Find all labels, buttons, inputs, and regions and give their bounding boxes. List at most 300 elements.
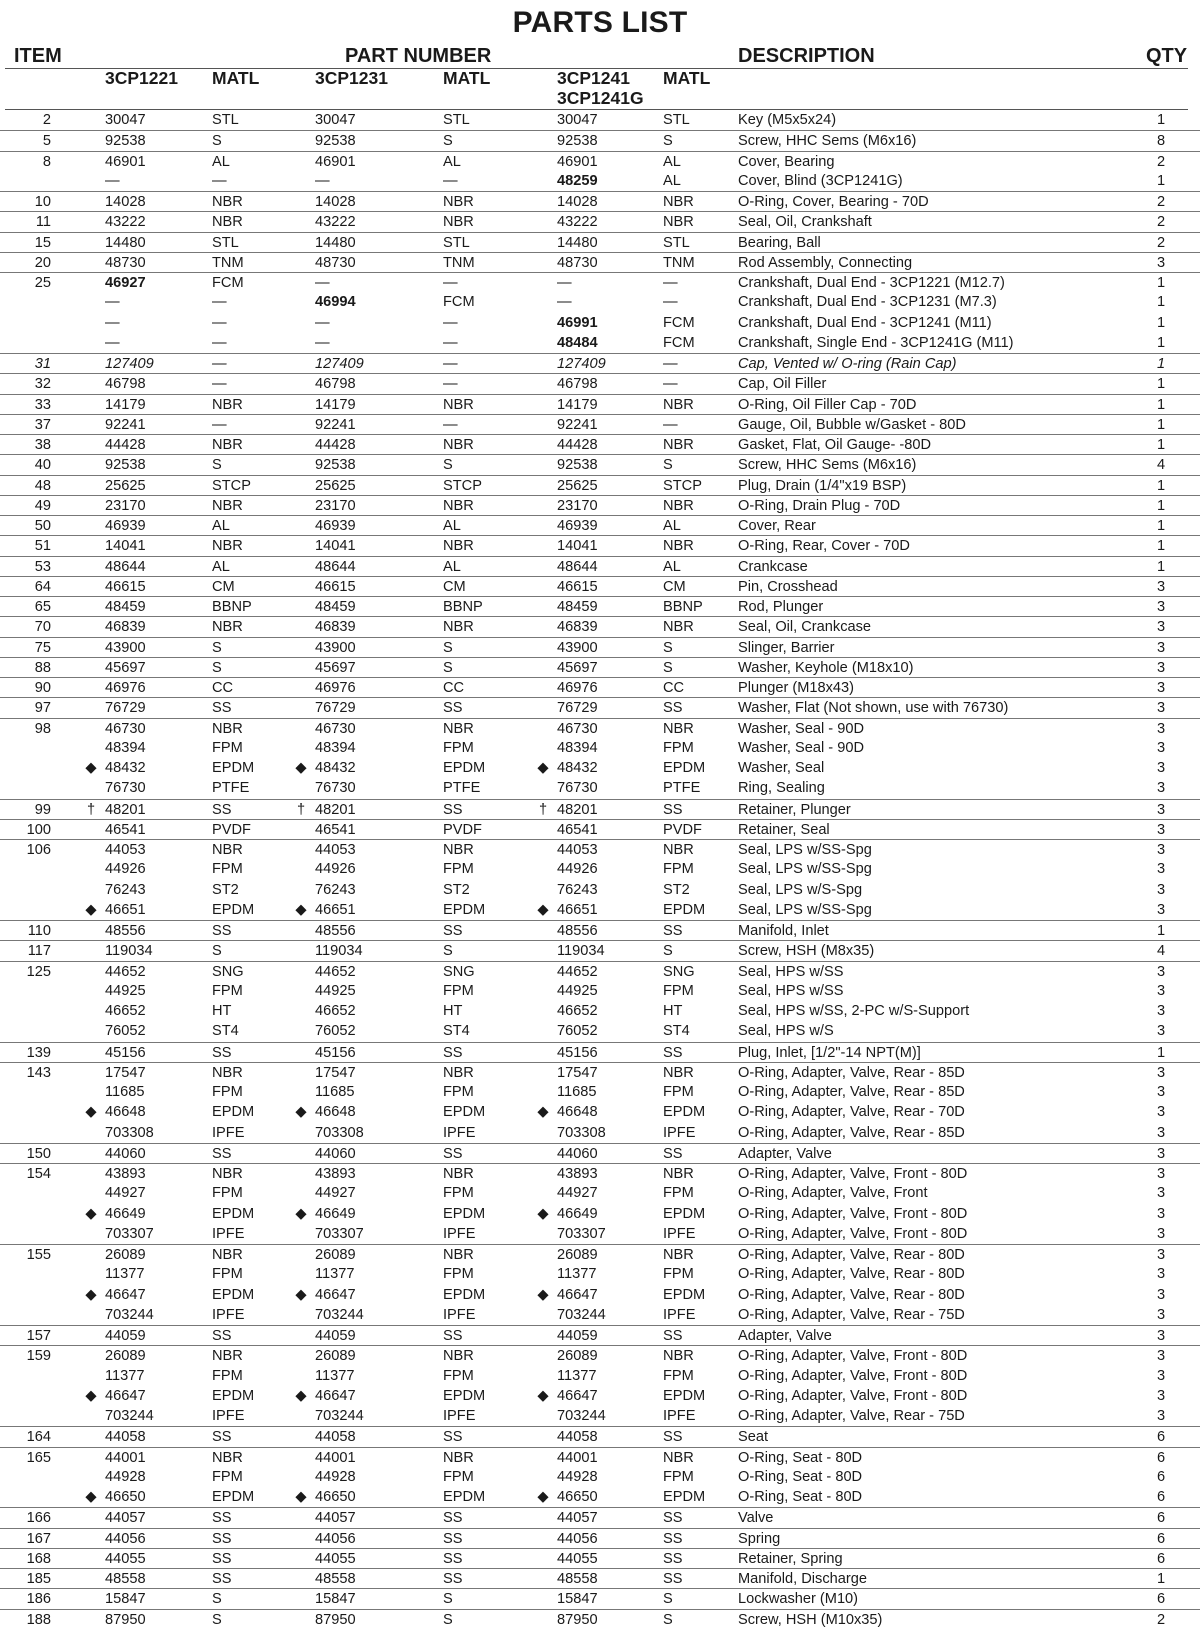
item-number-cell: 167	[26, 1530, 51, 1547]
table-row	[0, 1609, 1200, 1629]
item-number-cell: 31	[34, 356, 51, 372]
material-3-cell: FPM	[663, 1185, 694, 1202]
part-number-3cp1221-cell: 703307	[105, 1225, 154, 1242]
description-cell: O-Ring, Adapter, Valve, Rear - 85D	[738, 1084, 965, 1100]
material-1-cell: EPDM	[212, 760, 255, 776]
part-number-3cp1241-cell: 44060	[557, 1145, 598, 1162]
material-1-cell: IPFE	[212, 1225, 245, 1242]
material-2-cell: PVDF	[443, 821, 482, 838]
quantity-cell: 1	[1156, 356, 1166, 372]
item-number-cell: 150	[26, 1145, 51, 1162]
quantity-cell: 6	[1156, 1449, 1166, 1466]
table-row	[0, 920, 1200, 940]
material-2-cell: IPFE	[443, 1225, 476, 1242]
part-number-3cp1241-cell: 14480	[557, 234, 598, 251]
item-number-cell: 168	[26, 1550, 51, 1567]
material-2-cell: NBR	[443, 437, 474, 453]
table-row	[0, 697, 1200, 717]
material-3-cell: FCM	[663, 334, 695, 351]
part-number-3cp1241-cell: 25625	[557, 477, 598, 494]
part-number-3cp1231-cell: 43900	[315, 639, 356, 656]
part-number-3cp1231-cell: 46541	[315, 821, 356, 838]
table-row	[0, 1588, 1200, 1608]
material-2-cell: S	[443, 639, 453, 656]
material-1-cell: NBR	[212, 194, 243, 210]
part-number-3cp1231-cell: 45697	[315, 659, 356, 676]
part-number-3cp1221-cell: 76730	[105, 780, 146, 797]
part-number-3cp1221-cell: 92241	[105, 416, 146, 433]
part-number-3cp1231-cell: 44001	[315, 1449, 356, 1466]
material-1-cell: NBR	[212, 720, 243, 737]
part-number-3cp1221-cell: 44058	[105, 1429, 146, 1446]
material-2-cell: NBR	[443, 1348, 474, 1365]
description-cell: Ring, Sealing	[738, 780, 825, 797]
table-row	[0, 211, 1200, 231]
part-number-3cp1231-cell: 92241	[315, 416, 356, 433]
item-number-cell: 155	[26, 1247, 51, 1263]
material-2-cell: NBR	[443, 194, 474, 210]
item-number-cell: 165	[26, 1449, 51, 1466]
item-number-cell: 10	[34, 194, 51, 210]
description-cell: Seal, HPS w/S	[738, 1023, 834, 1040]
material-1-cell: FPM	[212, 739, 243, 756]
part-number-3cp1231-cell: 14480	[315, 234, 356, 251]
material-3-cell: EPDM	[663, 1286, 706, 1303]
material-3-cell: FPM	[663, 861, 694, 878]
part-number-3cp1231-cell: 703308	[315, 1124, 364, 1141]
quantity-cell: 2	[1156, 214, 1166, 231]
part-number-3cp1231-cell: 43222	[315, 214, 356, 231]
item-number-cell: 15	[34, 234, 51, 251]
diamond-icon: ◆	[537, 1104, 549, 1121]
part-number-3cp1231-cell: 26089	[315, 1348, 356, 1365]
part-number-3cp1231-cell: 48394	[315, 739, 356, 756]
item-number-cell: 139	[26, 1044, 51, 1061]
description-cell: Seal, HPS w/SS	[738, 982, 844, 999]
part-number-3cp1231-cell: 76052	[315, 1023, 356, 1040]
part-number-3cp1221-cell: 43893	[105, 1166, 146, 1182]
quantity-cell: 3	[1156, 1286, 1166, 1303]
material-1-cell: NBR	[212, 538, 243, 555]
table-row	[0, 1406, 1200, 1426]
description-cell: Seal, LPS w/SS-Spg	[738, 842, 872, 858]
part-number-3cp1241-cell: 44926	[557, 861, 598, 878]
table-row	[0, 414, 1200, 434]
part-number-3cp1231-cell: 15847	[315, 1591, 356, 1608]
quantity-cell: 1	[1156, 112, 1166, 128]
part-number-3cp1241-cell: 46541	[557, 821, 598, 838]
part-number-3cp1221-cell: 46649	[105, 1205, 146, 1222]
table-row	[0, 130, 1200, 150]
part-number-3cp1221-cell: 92538	[105, 457, 146, 474]
material-2-cell: NBR	[443, 720, 474, 737]
part-number-3cp1241-cell: 46991	[557, 314, 598, 331]
table-row	[0, 1487, 1200, 1507]
part-number-3cp1231-cell: 11377	[315, 1266, 355, 1283]
part-number-3cp1241-cell: 92241	[557, 416, 598, 433]
table-row	[0, 981, 1200, 1001]
part-number-3cp1241-cell: 23170	[557, 497, 598, 514]
item-number-cell: 125	[26, 963, 51, 980]
quantity-cell: 1	[1156, 294, 1166, 311]
part-number-3cp1241-cell: 15847	[557, 1591, 598, 1608]
material-2-cell: NBR	[443, 1064, 474, 1081]
material-2-cell: NBR	[443, 842, 474, 858]
item-number-cell: 100	[26, 821, 51, 838]
description-cell: Screw, HHC Sems (M6x16)	[738, 457, 917, 474]
part-number-3cp1221-cell: —	[105, 314, 120, 331]
part-number-3cp1241-cell: 44055	[557, 1550, 598, 1567]
material-1-cell: SS	[212, 923, 232, 939]
part-number-3cp1231-cell: 14041	[315, 538, 356, 555]
material-1-cell: —	[212, 334, 227, 351]
item-number-cell: 159	[26, 1348, 51, 1365]
diamond-icon: ◆	[85, 1387, 97, 1404]
part-number-3cp1241-cell: 76729	[557, 700, 598, 717]
table-row	[0, 1528, 1200, 1548]
part-number-3cp1221-cell: 44928	[105, 1468, 146, 1485]
material-2-cell: —	[443, 172, 458, 189]
part-number-3cp1231-cell: 11377	[315, 1367, 355, 1384]
part-number-3cp1241-cell: 46647	[557, 1286, 598, 1303]
quantity-cell: 2	[1156, 153, 1166, 170]
material-2-cell: ST4	[443, 1023, 470, 1040]
description-cell: Bearing, Ball	[738, 234, 821, 251]
item-number-cell: 32	[34, 376, 51, 393]
material-2-cell: STCP	[443, 477, 482, 494]
part-number-3cp1231-cell: 76730	[315, 780, 356, 797]
material-3-cell: STL	[663, 112, 690, 128]
part-number-3cp1241-cell: —	[557, 275, 572, 291]
material-3-cell: SNG	[663, 963, 695, 980]
table-row	[0, 1426, 1200, 1446]
material-2-cell: —	[443, 314, 458, 331]
material-2-cell: ST2	[443, 881, 470, 898]
part-number-3cp1241-cell: 92538	[557, 133, 598, 150]
part-number-3cp1231-cell: 26089	[315, 1247, 356, 1263]
part-number-3cp1231-cell: 44652	[315, 963, 356, 980]
material-3-cell: PVDF	[663, 821, 702, 838]
table-row	[0, 495, 1200, 515]
item-number-cell: 53	[34, 558, 51, 575]
part-number-3cp1221-cell: 44057	[105, 1510, 146, 1527]
material-2-cell: FPM	[443, 982, 474, 999]
material-2-cell: FCM	[443, 294, 475, 311]
quantity-cell: 1	[1156, 923, 1166, 939]
material-2-cell: NBR	[443, 1247, 474, 1263]
material-1-cell: EPDM	[212, 1387, 255, 1404]
item-number-cell: 88	[34, 659, 51, 676]
item-number-cell: 75	[34, 639, 51, 656]
table-row	[0, 252, 1200, 272]
quantity-cell: 3	[1156, 1225, 1166, 1242]
table-row	[0, 110, 1200, 130]
description-cell: Cap, Vented w/ O-ring (Rain Cap)	[738, 356, 957, 372]
material-1-cell: EPDM	[212, 1286, 255, 1303]
part-number-3cp1221-cell: 703244	[105, 1306, 154, 1323]
quantity-cell: 3	[1156, 1266, 1166, 1283]
part-number-3cp1231-cell: 44055	[315, 1550, 356, 1567]
table-row	[0, 1042, 1200, 1062]
part-number-3cp1231-cell: 44058	[315, 1429, 356, 1446]
material-2-cell: NBR	[443, 1449, 474, 1466]
part-number-3cp1221-cell: 87950	[105, 1611, 146, 1628]
part-number-3cp1221-cell: 46730	[105, 720, 146, 737]
diamond-icon: ◆	[537, 760, 549, 776]
material-1-cell: SS	[212, 1328, 232, 1344]
diamond-icon: ◆	[295, 760, 307, 776]
description-cell: Plunger (M18x43)	[738, 680, 854, 696]
material-2-cell: FPM	[443, 1367, 474, 1384]
part-number-3cp1241-cell: 87950	[557, 1611, 598, 1628]
material-2-cell: PTFE	[443, 780, 481, 797]
material-2-cell: FPM	[443, 861, 474, 878]
page-title: PARTS LIST	[512, 6, 688, 39]
part-number-3cp1241-cell: 48556	[557, 923, 598, 939]
material-1-cell: NBR	[212, 1348, 243, 1365]
part-number-3cp1241-cell: 48201	[557, 801, 598, 818]
part-number-3cp1231-cell: 46901	[315, 153, 356, 170]
part-number-3cp1241-cell: 11377	[557, 1367, 597, 1384]
quantity-cell: 3	[1156, 1408, 1166, 1424]
part-number-3cp1231-cell: 46651	[315, 901, 356, 918]
part-number-3cp1221-cell: 76243	[105, 881, 146, 898]
material-3-cell: IPFE	[663, 1225, 696, 1242]
table-row	[0, 353, 1200, 373]
description-cell: Rod Assembly, Connecting	[738, 254, 913, 271]
quantity-cell: 3	[1156, 1328, 1166, 1344]
quantity-cell: 1	[1156, 437, 1166, 453]
part-number-3cp1221-cell: 43222	[105, 214, 146, 231]
material-3-cell: —	[663, 294, 678, 311]
material-1-cell: EPDM	[212, 901, 255, 918]
material-1-cell: AL	[212, 153, 230, 170]
quantity-cell: 3	[1156, 881, 1166, 898]
part-number-column-header: PART NUMBER	[345, 45, 492, 67]
part-number-3cp1231-cell: 76729	[315, 700, 356, 717]
diamond-icon: ◆	[85, 1286, 97, 1303]
part-number-3cp1231-cell: 44925	[315, 982, 356, 999]
part-number-3cp1221-cell: 44001	[105, 1449, 146, 1466]
diamond-icon: ◆	[85, 901, 97, 918]
material-3-cell: HT	[663, 1003, 683, 1019]
material-1-cell: PVDF	[212, 821, 251, 838]
part-number-3cp1231-cell: 48558	[315, 1571, 356, 1587]
material-3-cell: ST4	[663, 1023, 690, 1040]
quantity-cell: 3	[1156, 680, 1166, 696]
model-3cp1221-header: 3CP1221	[105, 68, 178, 88]
material-3-cell: NBR	[663, 1166, 694, 1182]
quantity-cell: 1	[1156, 275, 1166, 291]
material-2-cell: S	[443, 457, 453, 474]
description-cell: O-Ring, Adapter, Valve, Rear - 75D	[738, 1306, 965, 1323]
quantity-cell: 6	[1156, 1510, 1166, 1527]
material-1-cell: —	[212, 172, 227, 189]
part-number-3cp1241-cell: 14041	[557, 538, 598, 555]
description-cell: Screw, HSH (M10x35)	[738, 1611, 883, 1628]
description-cell: Cover, Rear	[738, 518, 816, 534]
part-number-3cp1231-cell: 30047	[315, 112, 356, 128]
part-number-3cp1231-cell: 45156	[315, 1044, 356, 1061]
quantity-cell: 1	[1156, 1044, 1166, 1061]
description-cell: Spring	[738, 1530, 781, 1547]
table-row	[0, 1507, 1200, 1527]
item-column-header: ITEM	[14, 45, 62, 67]
material-3-cell: BBNP	[663, 599, 703, 615]
material-1-cell: NBR	[212, 842, 243, 858]
material-3-cell: STL	[663, 234, 690, 251]
table-row	[0, 738, 1200, 758]
part-number-3cp1241-cell: 45697	[557, 659, 598, 676]
table-row	[0, 880, 1200, 900]
table-row	[0, 1123, 1200, 1143]
quantity-cell: 3	[1156, 842, 1166, 858]
quantity-cell: 3	[1156, 1166, 1166, 1182]
part-number-3cp1231-cell: 46649	[315, 1205, 356, 1222]
part-number-3cp1221-cell: 48558	[105, 1571, 146, 1587]
quantity-cell: 3	[1156, 1387, 1166, 1404]
part-number-3cp1231-cell: 48730	[315, 254, 356, 271]
quantity-cell: 1	[1156, 314, 1166, 331]
quantity-cell: 3	[1156, 659, 1166, 676]
material-1-cell: —	[212, 356, 227, 372]
material-1-cell: EPDM	[212, 1205, 255, 1222]
table-row	[0, 900, 1200, 920]
item-number-cell: 5	[42, 133, 51, 150]
material-3-cell: NBR	[663, 1348, 694, 1365]
material-2-cell: SS	[443, 1429, 463, 1446]
table-row	[0, 758, 1200, 778]
material-1-cell: S	[212, 639, 222, 656]
part-number-3cp1221-cell: 11377	[105, 1367, 145, 1384]
material-2-cell: AL	[443, 558, 461, 575]
part-number-3cp1241-cell: 30047	[557, 112, 598, 128]
table-row	[0, 333, 1200, 353]
part-number-3cp1241-cell: 11377	[557, 1266, 597, 1283]
quantity-cell: 3	[1156, 599, 1166, 615]
part-number-3cp1231-cell: 92538	[315, 133, 356, 150]
diamond-icon: ◆	[537, 1387, 549, 1404]
part-number-3cp1241-cell: 45156	[557, 1044, 598, 1061]
diamond-icon: ◆	[85, 1205, 97, 1222]
material-1-cell: FPM	[212, 1266, 243, 1283]
quantity-cell: 6	[1156, 1550, 1166, 1567]
material-3-cell: ST2	[663, 881, 690, 898]
part-number-3cp1231-cell: 46647	[315, 1286, 356, 1303]
part-number-3cp1221-cell: 48201	[105, 801, 146, 818]
table-row	[0, 637, 1200, 657]
part-number-3cp1221-cell: 76052	[105, 1023, 146, 1040]
part-number-3cp1231-cell: 44060	[315, 1145, 356, 1162]
material-1-cell: NBR	[212, 1064, 243, 1081]
material-1-cell: PTFE	[212, 780, 250, 797]
part-number-3cp1241-cell: 48259	[557, 172, 598, 189]
diamond-icon: ◆	[537, 901, 549, 918]
dagger-icon: †	[296, 801, 306, 818]
part-number-3cp1221-cell: —	[105, 172, 120, 189]
part-number-3cp1221-cell: 11685	[105, 1084, 145, 1100]
material-2-cell: SS	[443, 1145, 463, 1162]
part-number-3cp1241-cell: 44059	[557, 1328, 598, 1344]
description-cell: O-Ring, Adapter, Valve, Rear - 80D	[738, 1286, 965, 1303]
part-number-3cp1231-cell: 44059	[315, 1328, 356, 1344]
material-2-cell: SS	[443, 923, 463, 939]
material-1-cell: IPFE	[212, 1306, 245, 1323]
material-1-cell: SS	[212, 1429, 232, 1446]
description-cell: O-Ring, Cover, Bearing - 70D	[738, 194, 929, 210]
part-number-3cp1221-cell: 46901	[105, 153, 146, 170]
material-2-cell: EPDM	[443, 1104, 486, 1121]
description-cell: Gauge, Oil, Bubble w/Gasket - 80D	[738, 416, 966, 433]
part-number-3cp1241-cell: 46649	[557, 1205, 598, 1222]
description-cell: Retainer, Plunger	[738, 801, 851, 818]
quantity-cell: 1	[1156, 376, 1166, 393]
quantity-cell: 3	[1156, 1064, 1166, 1081]
table-row	[0, 1366, 1200, 1386]
part-number-3cp1231-cell: 127409	[315, 356, 364, 372]
table-row	[0, 596, 1200, 616]
material-2-cell: AL	[443, 153, 461, 170]
material-2-cell: FPM	[443, 1084, 474, 1100]
part-number-3cp1231-cell: 703307	[315, 1225, 364, 1242]
material-3-cell: SS	[663, 700, 683, 717]
diamond-icon: ◆	[295, 901, 307, 918]
material-1-cell: NBR	[212, 396, 243, 413]
material-3-cell: SS	[663, 1530, 683, 1547]
table-row	[0, 961, 1200, 981]
description-cell: O-Ring, Adapter, Valve, Rear - 85D	[738, 1124, 965, 1141]
part-number-3cp1221-cell: 119034	[105, 943, 153, 960]
table-row	[0, 475, 1200, 495]
material-3-cell: S	[663, 639, 673, 656]
item-number-cell: 37	[34, 416, 51, 433]
table-row	[0, 373, 1200, 393]
description-cell: O-Ring, Adapter, Valve, Front - 80D	[738, 1387, 968, 1404]
table-row	[0, 1001, 1200, 1021]
table-row	[0, 616, 1200, 636]
material-2-cell: FPM	[443, 1185, 474, 1202]
part-number-3cp1221-cell: 46615	[105, 578, 146, 595]
description-cell: Crankcase	[738, 558, 808, 575]
material-3-cell: —	[663, 416, 678, 433]
part-number-3cp1221-cell: 45697	[105, 659, 146, 676]
quantity-cell: 1	[1156, 416, 1166, 433]
part-number-3cp1221-cell: 48556	[105, 923, 146, 939]
part-number-3cp1241-cell: 92538	[557, 457, 598, 474]
diamond-icon: ◆	[85, 1104, 97, 1121]
material-2-cell: NBR	[443, 214, 474, 231]
material-1-cell: BBNP	[212, 599, 252, 615]
item-number-cell: 99	[34, 801, 51, 818]
quantity-cell: 2	[1156, 234, 1166, 251]
quantity-cell: 1	[1156, 477, 1166, 494]
description-cell: Cover, Bearing	[738, 153, 835, 170]
item-number-cell: 50	[34, 518, 51, 534]
part-number-3cp1231-cell: 48201	[315, 801, 356, 818]
item-number-cell: 70	[34, 619, 51, 636]
material-1-cell: CM	[212, 578, 235, 595]
part-number-3cp1221-cell: 23170	[105, 497, 146, 514]
material-1-cell: S	[212, 457, 222, 474]
part-number-3cp1221-cell: 76729	[105, 700, 146, 717]
part-number-3cp1241-cell: 48459	[557, 599, 598, 615]
part-number-3cp1231-cell: —	[315, 334, 330, 351]
quantity-cell: 1	[1156, 334, 1166, 351]
part-number-3cp1231-cell: —	[315, 172, 330, 189]
material-2-cell: CC	[443, 680, 465, 696]
material-3-cell: NBR	[663, 1247, 694, 1263]
material-2-cell: S	[443, 1591, 453, 1608]
